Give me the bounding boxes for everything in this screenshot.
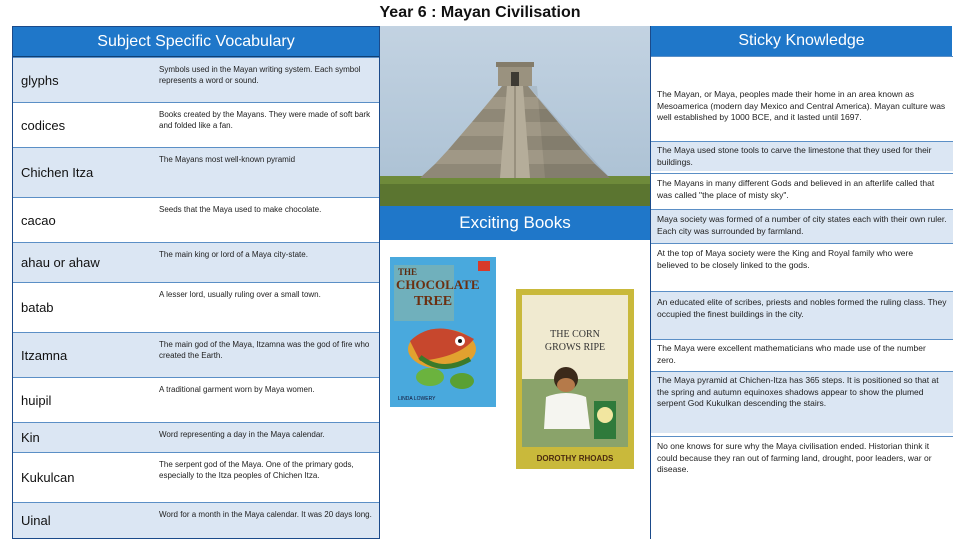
vocab-definition: A traditional garment worn by Maya women.: [159, 385, 315, 394]
vocab-definition: The main king or lord of a Maya city-state.: [159, 250, 308, 259]
sticky-fact: The Maya pyramid at Chichen-Itza has 365 steps. It is positioned so that at the spring and autumn equinoxes shadows appear to show the plumed serpent God Kukulkan descending the stairs.: [651, 371, 953, 433]
sticky-fact: Maya society was formed of a number of city states each with their own ruler. Each city was surrounded by farmland.: [651, 209, 953, 243]
book1-title-line1: THE: [398, 267, 418, 277]
vocabulary-heading: Subject Specific Vocabulary: [13, 27, 379, 57]
sticky-fact: The Maya used stone tools to carve the limestone that they used for their buildings.: [651, 141, 953, 171]
vocab-row: [13, 197, 379, 242]
book2-title-line2: GROWS RIPE: [544, 342, 606, 353]
vocab-term: ahau or ahaw: [21, 255, 100, 270]
vocab-term: Chichen Itza: [21, 165, 94, 180]
sticky-fact: The Maya were excellent mathematicians who made use of the number zero.: [651, 339, 953, 371]
vocab-row: [13, 242, 379, 282]
book2-author: DOROTHY RHOADS: [536, 454, 614, 463]
book2-title-line1: THE CORN: [550, 329, 600, 340]
sticky-fact: The Mayan, or Maya, peoples made their home in an area known as Mesoamerica (modern day Mexico and Central America). Mayan culture was well established by 1000 BCE, and it lasted until 1697.: [651, 56, 953, 166]
vocab-row: [13, 377, 379, 422]
books-heading: Exciting Books: [380, 206, 650, 240]
vocab-row: [13, 332, 379, 377]
vocab-definition: Symbols used in the Mayan writing system. Each symbol represents a word or sound.: [159, 65, 361, 85]
chichen-itza-pyramid-image: [380, 26, 650, 206]
vocab-row: [13, 452, 379, 502]
sticky-fact: An educated elite of scribes, priests and nobles formed the ruling class. They occupied the finest buildings in the city.: [651, 291, 953, 339]
vocab-row: [13, 422, 379, 452]
sticky-heading: Sticky Knowledge: [651, 26, 952, 56]
vocab-definition: Word for a month in the Maya calendar. It was 20 days long.: [159, 510, 372, 519]
vocab-row: [13, 102, 379, 147]
vocab-definition: Word representing a day in the Maya calendar.: [159, 430, 325, 439]
vocab-definition: The serpent god of the Maya. One of the primary gods, especially to the Itza peoples of Chichen Itza.: [159, 460, 354, 480]
vocab-definition: Seeds that the Maya used to make chocolate.: [159, 205, 322, 214]
vocab-row: [13, 282, 379, 332]
vocab-term: Kin: [21, 430, 40, 445]
vocab-definition: A lesser lord, usually ruling over a small town.: [159, 290, 321, 299]
vocab-term: huipil: [21, 392, 52, 408]
sticky-fact: At the top of Maya society were the King and Royal family who were believed to be closely linked to the gods.: [651, 243, 953, 291]
sticky-knowledge-panel: [650, 26, 952, 539]
corn-grows-ripe-book-cover: [516, 289, 634, 469]
vocab-term: Kukulcan: [21, 470, 75, 485]
vocab-term: Uinal: [21, 513, 51, 528]
vocab-term: Itzamna: [21, 347, 68, 363]
sticky-fact: The Mayans in many different Gods and believed in an afterlife called that was called "the place of misty sky".: [651, 173, 953, 209]
pyramid-photo: [380, 26, 650, 206]
vocab-term: glyphs: [21, 72, 59, 88]
book1-title-line2: CHOCOLATE: [396, 277, 480, 292]
vocab-definition: Books created by the Mayans. They were made of soft bark and folded like a fan.: [159, 110, 371, 130]
vocab-definition: The main god of the Maya, Itzamna was the god of fire who created the Earth.: [159, 340, 370, 360]
vocab-term: cacao: [21, 212, 56, 228]
chocolate-tree-book-cover: [390, 257, 496, 407]
sticky-fact: No one knows for sure why the Maya civilisation ended. Historian think it could because they ran out of farming land, drought, poor leaders, war or disease.: [651, 436, 953, 539]
vocab-term: batab: [21, 300, 54, 315]
vocab-definition: The Mayans most well-known pyramid: [159, 155, 296, 164]
vocabulary-table: [12, 26, 380, 539]
vocab-row: [13, 147, 379, 197]
book1-bottom-text: LINDA LOWERY: [398, 396, 436, 402]
vocab-term: codices: [21, 117, 66, 133]
vocab-row: [13, 502, 379, 538]
vocab-row: [13, 57, 379, 102]
page-title: Year 6 : Mayan Civilisation: [379, 4, 581, 21]
book1-title-line3: TREE: [414, 294, 453, 309]
